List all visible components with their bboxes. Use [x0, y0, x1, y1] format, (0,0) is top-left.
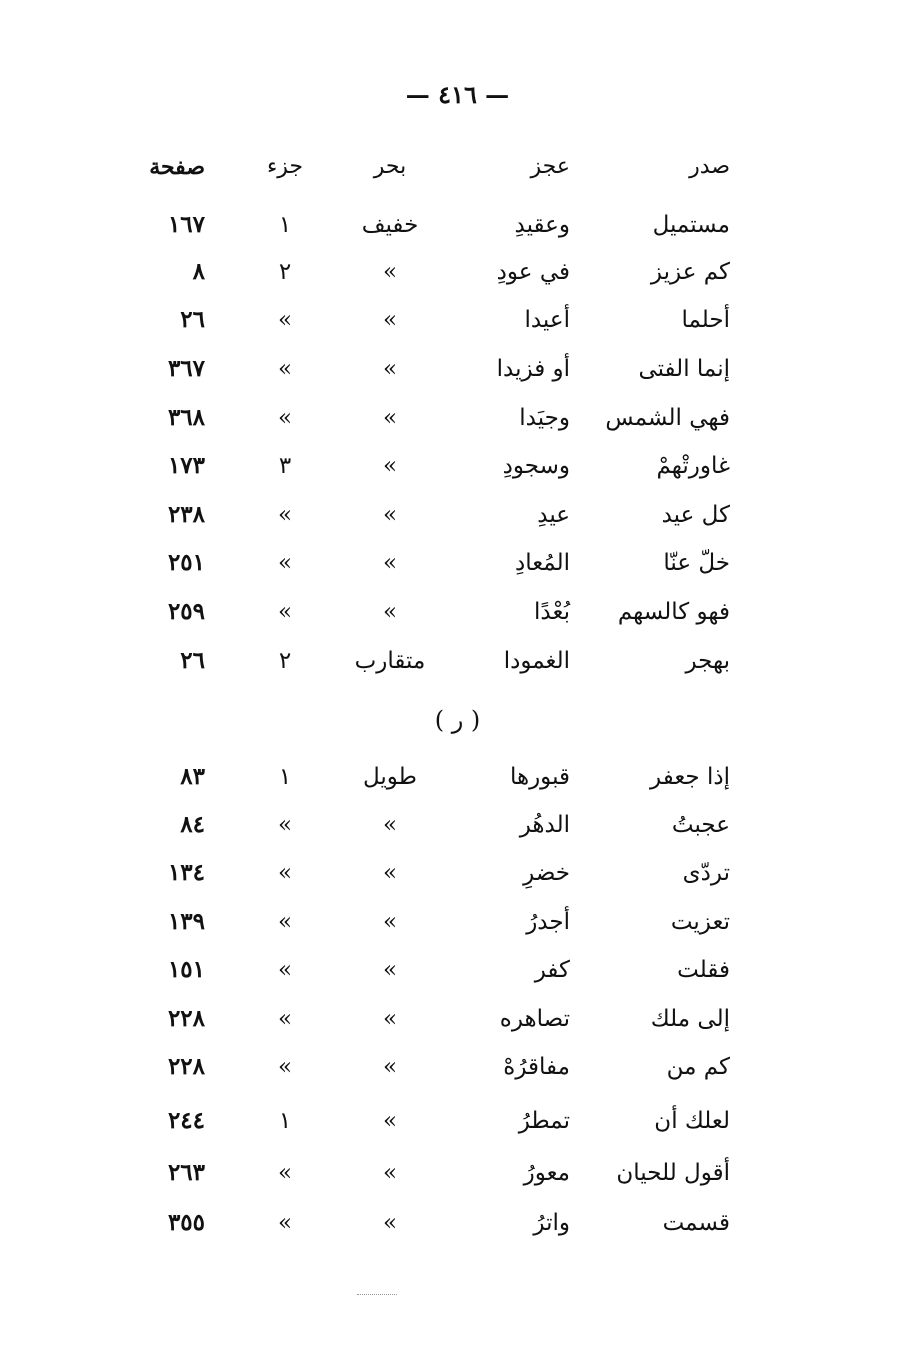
cell-bahr: طويل	[362, 764, 417, 790]
cell-ajz: واترُ	[533, 1210, 570, 1236]
cell-page: ٣٦٨	[167, 404, 205, 431]
cell-sadr: بهجر	[685, 648, 730, 674]
cell-bahr: »	[382, 307, 398, 333]
cell-page: ١٧٣	[167, 452, 205, 479]
cell-juz: »	[277, 1210, 293, 1236]
cell-juz: ٢	[278, 648, 292, 674]
cell-sadr: تردّى	[682, 860, 730, 886]
cell-sadr: خلّ عنّا	[663, 550, 730, 576]
cell-ajz: مفاقرُهْ	[503, 1054, 570, 1080]
cell-bahr: »	[382, 957, 398, 983]
cell-ajz: خضرِ	[523, 860, 570, 886]
cell-bahr: »	[382, 453, 398, 479]
cell-juz: »	[277, 1054, 293, 1080]
cell-sadr: أحلما	[681, 307, 730, 333]
cell-juz: »	[277, 860, 293, 886]
cell-ajz: وسجودِ	[502, 453, 570, 479]
table-row	[0, 495, 915, 535]
cell-page: ١٣٤	[167, 859, 205, 886]
cell-bahr: متقارب	[354, 648, 426, 674]
table-row	[0, 757, 915, 797]
table-row	[0, 446, 915, 486]
cell-bahr: »	[382, 1160, 398, 1186]
cell-page: ١٥١	[167, 956, 205, 983]
cell-juz: »	[277, 405, 293, 431]
section-title-ra: ( ر )	[434, 706, 481, 734]
cell-sadr: أقول للحيان	[616, 1160, 730, 1186]
cell-page: ٨٤	[180, 811, 205, 838]
cell-sadr: كم من	[666, 1054, 730, 1080]
cell-sadr: لعلك أن	[654, 1108, 730, 1134]
cell-juz: »	[277, 812, 293, 838]
cell-juz: »	[277, 1006, 293, 1032]
cell-bahr: »	[382, 259, 398, 285]
table-row	[0, 205, 915, 245]
cell-juz: ٢	[278, 259, 292, 285]
header-page: صفحة	[149, 154, 205, 180]
cell-ajz: تمطرُ	[518, 1108, 570, 1134]
cell-ajz: أجدرُ	[526, 909, 570, 935]
cell-sadr: تعزيت	[670, 909, 730, 935]
header-bahr: بحر	[373, 154, 407, 179]
cell-bahr: »	[382, 909, 398, 935]
cell-page: ٣٥٥	[167, 1209, 205, 1236]
cell-ajz: أعيدا	[524, 307, 570, 333]
cell-sadr: قسمت	[662, 1210, 730, 1236]
cell-ajz: قبورها	[509, 764, 570, 790]
bottom-divider	[357, 1294, 397, 1295]
table-row	[0, 300, 915, 340]
cell-page: ٢٦	[180, 647, 205, 674]
cell-ajz: بُعْدًا	[534, 599, 570, 625]
cell-bahr: »	[382, 1054, 398, 1080]
cell-ajz: في عودِ	[496, 259, 570, 285]
table-row	[0, 592, 915, 632]
table-row	[0, 1101, 915, 1141]
cell-bahr: »	[382, 860, 398, 886]
cell-page: ٢٦	[180, 306, 205, 333]
page-number: — ٤١٦ —	[405, 80, 510, 109]
header-juz: جزء	[266, 154, 304, 179]
table-row	[0, 999, 915, 1039]
cell-sadr: فقلت	[677, 957, 730, 983]
cell-juz: »	[277, 957, 293, 983]
cell-sadr: إنما الفتى	[638, 356, 730, 382]
cell-page: ١٣٩	[167, 908, 205, 935]
cell-sadr: إلى ملك	[650, 1006, 730, 1032]
cell-ajz: عيدِ	[537, 502, 570, 528]
cell-ajz: أو فزيدا	[496, 356, 570, 382]
cell-sadr: فهو كالسهم	[617, 599, 730, 625]
table-row	[0, 950, 915, 990]
cell-sadr: مستميل	[652, 212, 730, 238]
cell-page: ١٦٧	[167, 211, 205, 238]
table-row	[0, 398, 915, 438]
cell-page: ٢٥٩	[167, 598, 205, 625]
cell-page: ٣٦٧	[167, 355, 205, 382]
cell-page: ٨	[192, 258, 205, 285]
table-row	[0, 1153, 915, 1193]
cell-ajz: كفر	[534, 957, 570, 983]
cell-page: ٢٢٨	[167, 1005, 205, 1032]
table-row	[0, 1203, 915, 1243]
cell-bahr: »	[382, 1108, 398, 1134]
cell-juz: »	[277, 356, 293, 382]
cell-bahr: »	[382, 502, 398, 528]
cell-bahr: »	[382, 1210, 398, 1236]
cell-juz: »	[277, 1160, 293, 1186]
cell-sadr: فهي الشمس	[605, 405, 730, 431]
cell-sadr: كم عزيز	[650, 259, 730, 285]
cell-ajz: معورُ	[523, 1160, 570, 1186]
cell-page: ٨٣	[180, 763, 205, 790]
header-ajz: عجز	[530, 154, 570, 179]
cell-juz: »	[277, 909, 293, 935]
cell-juz: ١	[278, 764, 292, 790]
cell-bahr: خفيف	[361, 212, 419, 238]
table-row	[0, 641, 915, 681]
cell-ajz: المُعادِ	[514, 550, 570, 576]
cell-bahr: »	[382, 812, 398, 838]
cell-page: ٢٥١	[167, 549, 205, 576]
cell-juz: ٣	[278, 453, 292, 479]
cell-sadr: كل عيد	[661, 502, 730, 528]
cell-sadr: عجبتُ	[671, 812, 730, 838]
cell-juz: »	[277, 502, 293, 528]
cell-ajz: وجيَدا	[519, 405, 570, 431]
cell-juz: »	[277, 550, 293, 576]
cell-ajz: تصاهره	[499, 1006, 570, 1032]
cell-page: ٢٢٨	[167, 1053, 205, 1080]
table-row	[0, 543, 915, 583]
cell-ajz: الغمودا	[503, 648, 570, 674]
header-sadr: صدر	[689, 154, 730, 179]
cell-bahr: »	[382, 550, 398, 576]
cell-ajz: الدهُر	[519, 812, 570, 838]
table-row	[0, 902, 915, 942]
cell-juz: ١	[278, 1108, 292, 1134]
table-row	[0, 252, 915, 292]
table-row	[0, 1047, 915, 1087]
cell-sadr: إذا جعفر	[650, 764, 730, 790]
cell-page: ٢٦٣	[167, 1159, 205, 1186]
table-row	[0, 805, 915, 845]
cell-juz: ١	[278, 212, 292, 238]
table-header-row	[0, 147, 915, 187]
cell-bahr: »	[382, 599, 398, 625]
cell-juz: »	[277, 599, 293, 625]
table-row	[0, 853, 915, 893]
cell-page: ٢٣٨	[167, 501, 205, 528]
table-row	[0, 349, 915, 389]
cell-ajz: وعقيدِ	[514, 212, 570, 238]
cell-bahr: »	[382, 1006, 398, 1032]
cell-page: ٢٤٤	[167, 1107, 205, 1134]
cell-juz: »	[277, 307, 293, 333]
cell-bahr: »	[382, 356, 398, 382]
cell-bahr: »	[382, 405, 398, 431]
cell-sadr: غاورتْهمْ	[656, 453, 730, 479]
